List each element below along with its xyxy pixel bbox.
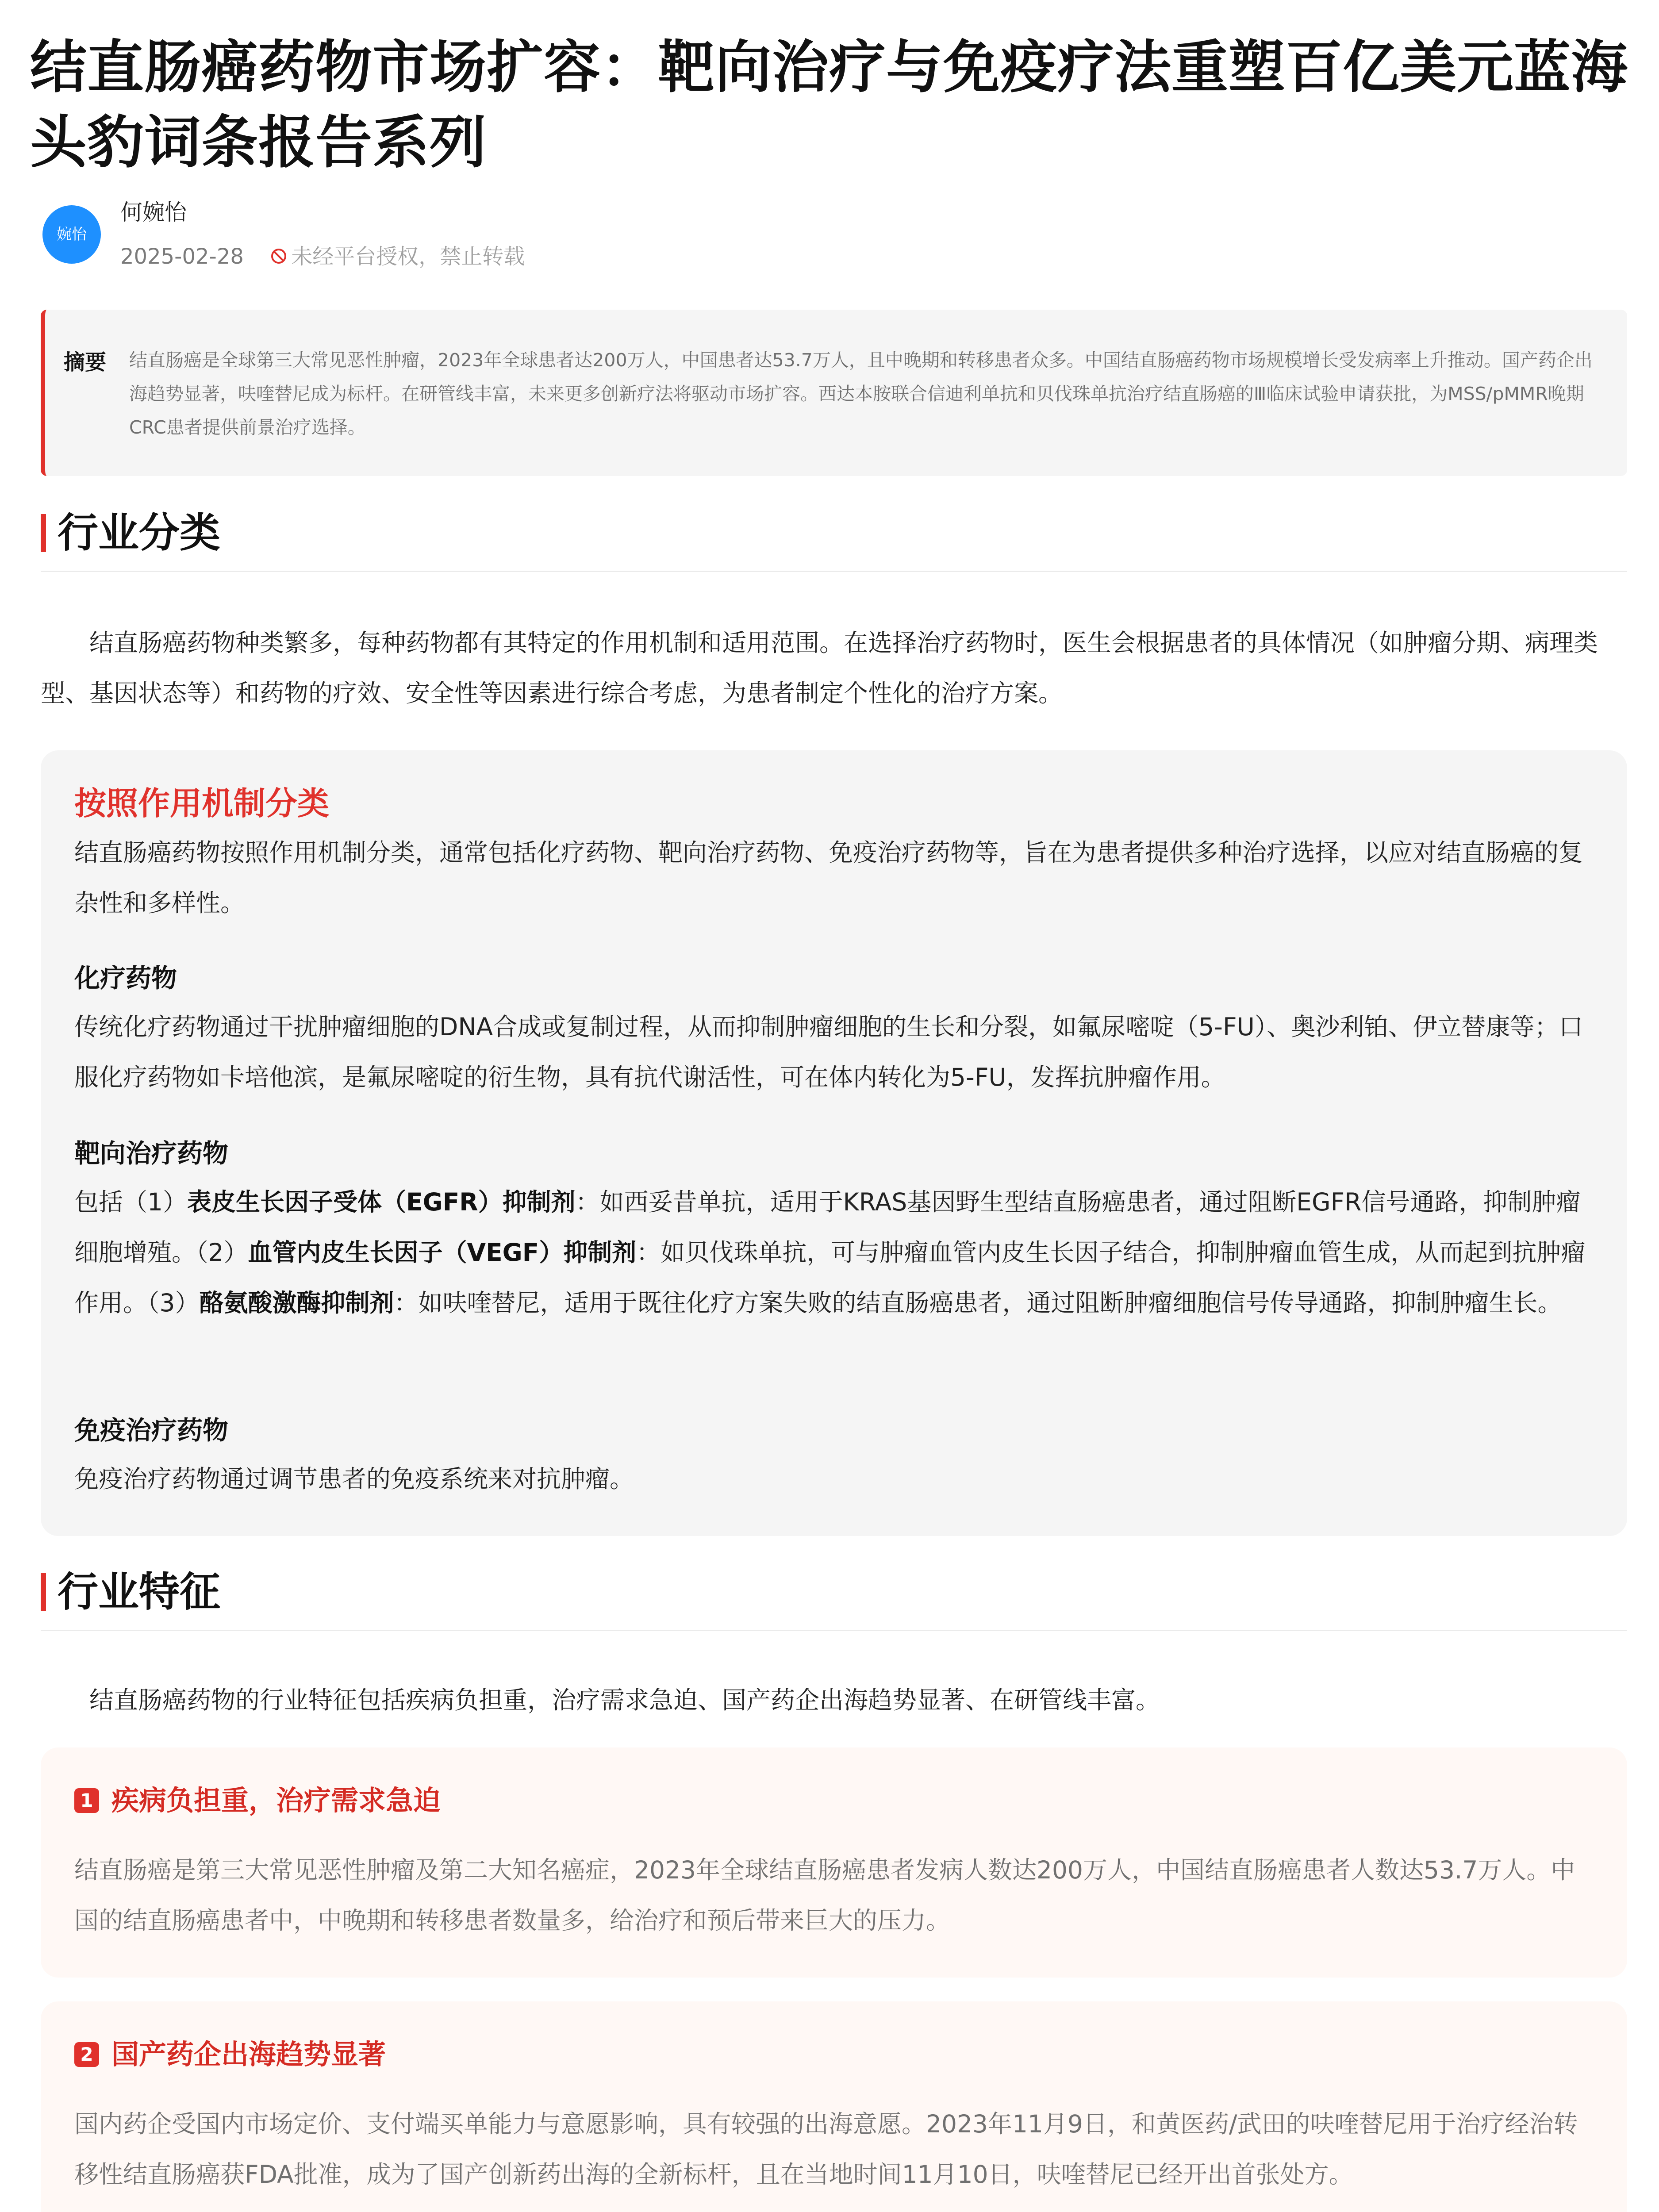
classification-intro: 结直肠癌药物种类繁多，每种药物都有其特定的作用机制和适用范围。在选择治疗药物时，医生会根据患者的具体情况（如肿瘤分期、病理类型、基因状态等）和药物的疗效、安全性等因素进行综合考虑，为患者制定个性化的治疗方案。 (41, 629, 1598, 707)
targeted-text: 包括（1）表皮生长因子受体（EGFR）抑制剂：如西妥昔单抗，适用于KRAS基因野生型结直肠癌患者，通过阻断EGFR信号通路，抑制肿瘤细胞增殖。（2）血管内皮生长因子（VEGF）抑制剂：如贝伐珠单抗，可与肿瘤血管内皮生长因子结合，抑制肿瘤血管生成，从而起到抗肿瘤作用。（3）酪氨酸激酶抑制剂：如呋喹替尼，适用于既往化疗方案失败的结直肠癌患者，通过阻断肿瘤细胞信号传导通路，抑制肿瘤生长。 (74, 1188, 1586, 1317)
features-intro: 结直肠癌药物的行业特征包括疾病负担重，治疗需求急迫、国产药企出海趋势显著、在研管线丰富。 (89, 1686, 1160, 1714)
summary-box (41, 310, 1627, 476)
classification-box-text: 结直肠癌药物按照作用机制分类，通常包括化疗药物、靶向治疗药物、免疫治疗药物等，旨在为患者提供多种治疗选择，以应对结直肠癌的复杂性和多样性。 (74, 838, 1583, 917)
author-name[interactable]: 何婉怡 (120, 200, 187, 225)
feature-card-text: 结直肠癌是第三大常见恶性肿瘤及第二大知名癌症，2023年全球结直肠癌患者发病人数达200万人，中国结直肠癌患者人数达53.7万人。中国的结直肠癌患者中，中晚期和转移患者数量多，给治疗和预后带来巨大的压力。 (74, 1856, 1575, 1935)
ban-icon (270, 245, 288, 271)
classification-box-title: 按照作用机制分类 (74, 785, 330, 822)
feature-card-header (74, 1778, 441, 1823)
feature-card-title: 国产药企出海趋势显著 (111, 2038, 386, 2070)
section-title: 行业特征 (58, 1568, 221, 1616)
copyright-notice: 未经平台授权，禁止转载 (291, 244, 525, 269)
section-heading-classification (41, 504, 1627, 572)
feature-card (41, 2001, 1627, 2212)
summary-label: 摘要 (64, 350, 107, 375)
classification-box (41, 750, 1627, 1536)
feature-card (41, 1747, 1627, 1978)
feature-number-badge: 2 (74, 2042, 99, 2067)
immuno-title: 免疫治疗药物 (74, 1415, 229, 1445)
meta-line (120, 243, 525, 271)
chemo-title: 化疗药物 (74, 963, 177, 993)
section-accent-bar (41, 1573, 46, 1611)
feature-card-text: 国内药企受国内市场定价、支付端买单能力与意愿影响，具有较强的出海意愿。2023年11月9日，和黄医药/武田的呋喹替尼用于治疗经治转移性结直肠癌获FDA批准，成为了国产创新药出海的全新标杆，且在当地时间11月10日，呋喹替尼已经开出首张处方。 (74, 2110, 1578, 2189)
feature-card-title: 疾病负担重，治疗需求急迫 (111, 1784, 441, 1816)
chemo-text: 传统化疗药物通过干扰肿瘤细胞的DNA合成或复制过程，从而抑制肿瘤细胞的生长和分裂，如氟尿嘧啶（5-FU）、奥沙利铂、伊立替康等；口服化疗药物如卡培他滨，是氟尿嘧啶的衍生物，具有抗代谢活性，可在体内转化为5-FU，发挥抗肿瘤作用。 (74, 1013, 1583, 1091)
section-heading-features (41, 1563, 1627, 1631)
author-block (42, 195, 662, 283)
immuno-text: 免疫治疗药物通过调节患者的免疫系统来对抗肿瘤。 (74, 1465, 634, 1493)
summary-text: 结直肠癌是全球第三大常见恶性肿瘤，2023年全球患者达200万人，中国患者达53.7万人，且中晚期和转移患者众多。中国结直肠癌药物市场规模增长受发病率上升推动。国产药企出海趋势显著，呋喹替尼成为标杆。在研管线丰富，未来更多创新疗法将驱动市场扩容。西达本胺联合信迪利单抗和贝伐珠单抗治疗结直肠癌的Ⅲ临床试验申请获批，为MSS/pMMR晚期CRC患者提供前景治疗选择。 (129, 349, 1593, 438)
section-title: 行业分类 (58, 509, 221, 557)
targeted-title: 靶向治疗药物 (74, 1138, 229, 1168)
section-accent-bar (41, 514, 46, 552)
article-title: 结直肠癌药物市场扩容：靶向治疗与免疫疗法重塑百亿美元蓝海头豹词条报告系列 (30, 35, 1628, 176)
avatar[interactable]: 婉怡 (42, 205, 101, 264)
publish-date: 2025-02-28 (120, 244, 244, 269)
feature-card-header (74, 2032, 386, 2077)
feature-number-badge: 1 (74, 1788, 99, 1813)
